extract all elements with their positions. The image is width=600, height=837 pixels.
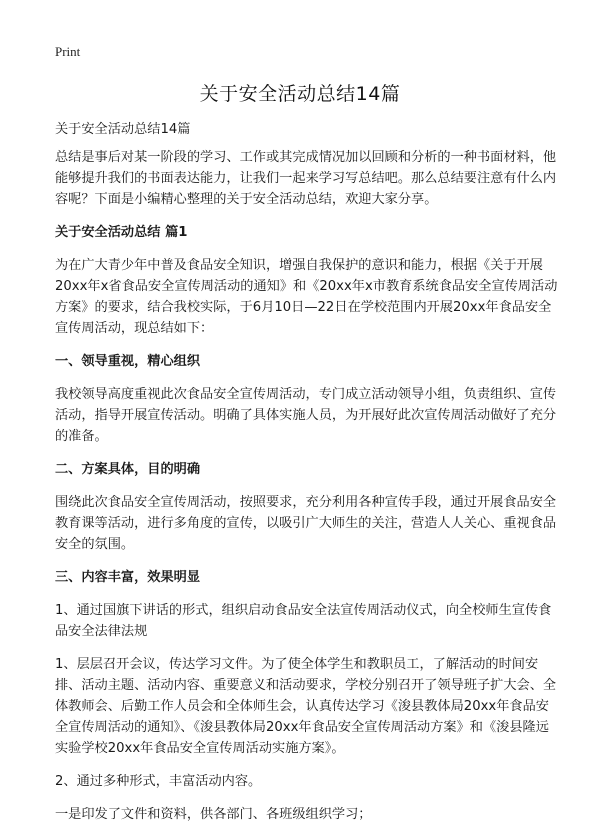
section-heading-2: 一、领导重视，精心组织	[55, 354, 201, 369]
print-label[interactable]: Print	[55, 44, 81, 59]
paragraph-5: 1、层层召开会议，传达学习文件。为了使全体学生和教职员工，了解活动的时间安排、活动主题、活动内容、重要意义和活动要求，学校分别召开了领导班子扩大会、全体教师会、后勤工作人员会和全体师生会，认真传达学习《浚县教体局20xx年食品安全宣传周活动的通知》、《浚县教体局20xx年食品安全宣传周活动方案》和《浚县隆远实验学校20xx年食品安全宣传周活动实施方案》。	[55, 657, 557, 756]
document-body	[55, 119, 558, 837]
document-subtitle: 关于安全活动总结14篇	[55, 122, 191, 137]
paragraph-4: 1、通过国旗下讲话的形式，组织启动食品安全法宣传周活动仪式，向全校师生宣传食品安全法律法规	[55, 603, 552, 639]
paragraph-1: 为在广大青少年中普及食品安全知识，增强自我保护的意识和能力，根据《关于开展20xx年x省食品安全宣传周活动的通知》和《20xx年x市教育系统食品安全宣传周活动方案》的要求，结合我校实际，于6月10日—22日在学校范围内开展20xx年食品安全宣传周活动，现总结如下：	[55, 258, 558, 336]
section-heading-3: 二、方案具体，目的明确	[55, 462, 201, 477]
paragraph-7: 一是印发了文件和资料，供各部门、各班级组织学习；	[55, 807, 372, 822]
intro-paragraph: 总结是事后对某一阶段的学习、工作或其完成情况加以回顾和分析的一种书面材料，他能够提升我们的书面表达能力，让我们一起来学习写总结吧。那么总结要注意有什么内容呢？下面是小编精心整理的关于安全活动总结，欢迎大家分享。	[55, 150, 557, 207]
document-title: 关于安全活动总结14篇	[199, 83, 401, 105]
paragraph-6: 2、通过多种形式，丰富活动内容。	[55, 774, 262, 789]
section-heading-4: 三、内容丰富，效果明显	[55, 570, 201, 585]
paragraph-3: 围绕此次食品安全宣传周活动，按照要求，充分利用各种宣传手段，通过开展食品安全教育课等活动，进行多角度的宣传，以吸引广大师生的关注，营造人人关心、重视食品安全的氛围。	[55, 495, 557, 552]
section-heading-1: 关于安全活动总结 篇1	[55, 225, 188, 240]
paragraph-2: 我校领导高度重视此次食品安全宣传周活动，专门成立活动领导小组，负责组织、宣传活动，指导开展宣传活动。明确了具体实施人员，为开展好此次宣传周活动做好了充分的准备。	[55, 387, 557, 444]
